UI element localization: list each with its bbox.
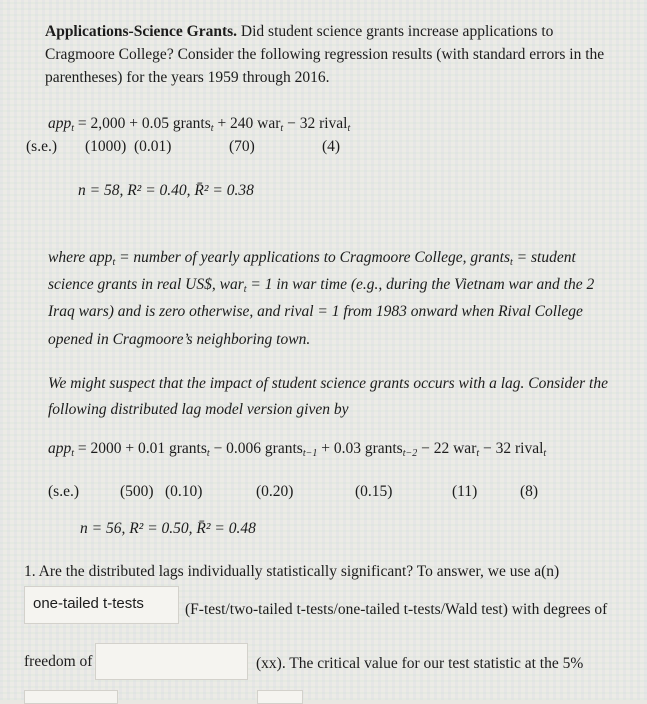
intro-line-2: Cragmoore College? Consider the following regression results (with standard errors in the: [45, 46, 605, 63]
model1-se-2: (0.01): [134, 138, 172, 155]
model2-se-6: (8): [520, 483, 539, 500]
def-sub-2: t: [510, 257, 513, 268]
eq1-sub-3: t: [280, 123, 284, 134]
eq1-grants: = 2,000 + 0.05 grants: [74, 115, 211, 132]
model1-se-label: (s.e.): [26, 138, 57, 155]
eq2-sub-2: t: [206, 448, 210, 459]
model1-se-3: (70): [229, 138, 255, 155]
def-student: = student: [512, 249, 576, 266]
def-app: where app: [48, 249, 113, 266]
eq2-sub-1: t: [71, 448, 75, 459]
dof-label: freedom of: [24, 653, 93, 670]
model2-se-2: (0.10): [165, 483, 203, 500]
eq1-sub-1: t: [71, 123, 75, 134]
degrees-of-freedom-input[interactable]: [95, 643, 248, 680]
next-answer-box-partial[interactable]: [24, 690, 118, 704]
question-after-box: (F-test/two-tailed t-tests/one-tailed t-tests/Wald test) with degrees of: [185, 601, 608, 618]
model2-se-5: (11): [452, 483, 478, 500]
eq2-sub-3: t−1: [302, 448, 318, 459]
def-sub-3: t: [243, 284, 247, 295]
definitions-line-4: opened in Cragmoore’s neighboring town.: [48, 331, 311, 348]
model1-equation: [48, 115, 350, 134]
intro-line-3: parentheses) for the years 1959 through 2016.: [45, 69, 330, 86]
eq2-sub-4: t−2: [402, 448, 418, 459]
eq1-app: app: [48, 115, 72, 132]
def-sub-1: t: [112, 257, 116, 268]
eq2-app: app: [48, 440, 72, 457]
def-grants: = number of yearly applications to Cragmoore College, grants: [115, 249, 510, 266]
model2-equation: [48, 440, 546, 459]
question-after-dof: (xx). The critical value for our test statistic at the 5%: [256, 655, 584, 672]
question-text: 1. Are the distributed lags individually statistically significant? To answer, we use a(n): [24, 563, 560, 580]
model2-se-3: (0.20): [256, 483, 294, 500]
next-answer-box-partial-2[interactable]: [257, 690, 303, 704]
eq2-grants-lag1: − 0.006 grants: [209, 440, 303, 457]
eq1-war: + 240 war: [213, 115, 281, 132]
eq2-grants: = 2000 + 0.01 grants: [74, 440, 207, 457]
model2-se-4: (0.15): [355, 483, 393, 500]
model1-se-4: (4): [322, 138, 341, 155]
eq2-sub-5: t: [476, 448, 480, 459]
intro-title: Applications-Science Grants.: [45, 23, 238, 40]
eq1-sub-2: t: [210, 123, 214, 134]
model1-stats: n = 58, R² = 0.40, R̄² = 0.38: [78, 182, 254, 199]
model2-stats: n = 56, R² = 0.50, R̄² = 0.48: [80, 520, 256, 537]
intro-line-1: [45, 20, 553, 43]
lag-line-1: We might suspect that the impact of student science grants occurs with a lag. Consider the: [48, 375, 608, 392]
test-type-answer-value: one-tailed t-tests: [33, 595, 144, 612]
definitions-line-2: [48, 273, 594, 301]
def-war: science grants in real US$, war: [48, 276, 244, 293]
eq2-sub-6: t: [543, 448, 547, 459]
eq2-grants-lag2: + 0.03 grants: [317, 440, 403, 457]
model1-se-1: (1000): [85, 138, 127, 155]
lag-line-2: following distributed lag model version given by: [48, 401, 349, 418]
eq2-war: − 22 war: [417, 440, 477, 457]
model2-se-1: (500): [120, 483, 154, 500]
definitions-line-3: Iraq wars) and is zero otherwise, and rival = 1 from 1983 onward when Rival College: [48, 303, 583, 320]
model2-se-label: (s.e.): [48, 483, 79, 500]
test-type-answer-box[interactable]: [24, 586, 179, 624]
eq1-sub-4: t: [347, 123, 351, 134]
def-war-rest: = 1 in war time (e.g., during the Vietnam war and the 2: [246, 276, 595, 293]
eq2-rival: − 32 rival: [479, 440, 544, 457]
eq1-rival: − 32 rival: [283, 115, 348, 132]
definitions-line-1: [48, 246, 576, 274]
intro-text-1: Did student science grants increase applications to: [240, 23, 554, 40]
